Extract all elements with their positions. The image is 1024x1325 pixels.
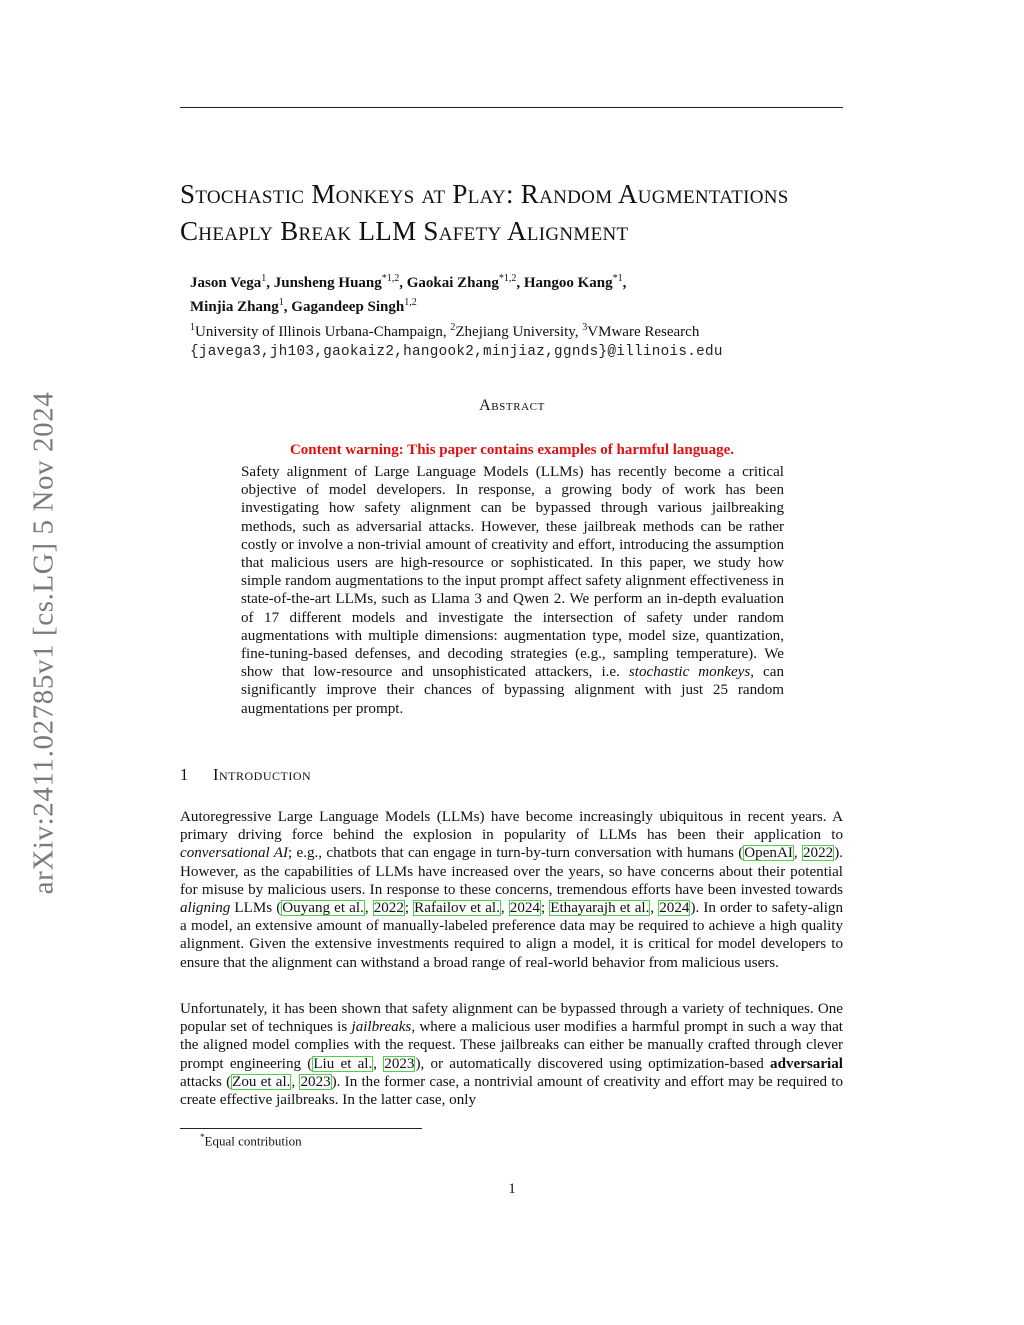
author-affil-sup: *1,2	[498, 273, 517, 284]
arxiv-identifier: arXiv:2411.02785v1 [cs.LG] 5 Nov 2024	[27, 391, 60, 895]
text-run: , where a malicious user modifies a harmful prompt in such a way that the aligned model complies with the request. These jailbreaks can either be manually crafted through clever prompt engineering (	[180, 1019, 843, 1072]
abstract-emphasis: stochastic monkeys	[628, 664, 751, 681]
footnote-text: Equal contribution	[204, 1133, 302, 1149]
affiliations	[190, 318, 850, 342]
author-emails: {javega3,jh103,gaokaiz2,hangook2,minjiaz,ggnds}@illinois.edu	[190, 344, 723, 360]
intro-paragraph-2: Unfortunately, it has been shown that safety alignment can be bypassed through a variety of techniques. One popular set of techniques is jailbreaks, where a malicious user modifies a harmful prompt in such a way that the aligned model complies with the request. These jailbreaks can either be manually crafted through clever prompt engineering (Liu et al., 2023), or automatically discovered using optimization-based adversarial attacks (Zou et al., 2023). In the former case, a nontrivial amount of creativity and effort may be required to create effective jailbreaks. In the latter case, only	[180, 1001, 844, 1109]
footnote-mark: *	[200, 1132, 205, 1142]
citation-link[interactable]: Rafailov et al.	[414, 900, 500, 917]
citation-link[interactable]: Ethayarajh et al.	[550, 900, 650, 917]
footnote-rule	[180, 1128, 422, 1129]
content-warning: Content warning: This paper contains examples of harmful language.	[289, 442, 735, 458]
text-run: ), or automatically discovered using optimization-based	[415, 1055, 771, 1072]
section-number: 1	[180, 765, 189, 784]
citation-year-link[interactable]: 2022	[803, 845, 834, 862]
citation-year-link[interactable]: 2023	[300, 1073, 331, 1090]
text-run: ). In order to safety-align a model, an extensive amount of manually-labeled preference data may be required to achieve a high quality alignment. Given the extensive investments required to align a model, it is critical for model developers to ensure that the alignment can withstand a broad range of real-world behavior from malicious users.	[180, 900, 844, 971]
citation-link[interactable]: Liu et al.	[313, 1055, 373, 1072]
citation-year-link[interactable]: 2024	[659, 900, 690, 917]
author-affil-sup: *1,2	[381, 273, 400, 284]
text-run: LLMs (	[230, 900, 282, 917]
author-sep: ,	[516, 275, 524, 291]
citation-link[interactable]: Ouyang et al.	[282, 900, 364, 917]
affil-sup: 2	[450, 322, 456, 333]
page-number: 1	[508, 1181, 516, 1197]
author-affil-sup: 1	[261, 273, 267, 284]
author-sep: ,	[622, 275, 627, 291]
top-rule	[180, 107, 843, 108]
intro-paragraph-1: Autoregressive Large Language Models (LLMs) have become increasingly ubiquitous in recent years. A primary driving force behind the explosion in popularity of LLMs has been their application to conversational AI; e.g., chatbots that can engage in turn-by-turn conversation with humans (OpenAI, 2022). However, as the capabilities of LLMs have increased over the years, so have concerns about their potential for misuse by malicious users. In response to these concerns, tremendous efforts have been invested towards aligning LLMs (Ouyang et al., 2022; Rafailov et al., 2024; Ethayarajh et al., 2024). In order to safety-align a model, an extensive amount of manually-labeled preference data may be required to achieve a high quality alignment. Given the extensive investments required to align a model, it is critical for model developers to ensure that the alignment can withstand a broad range of real-world behavior from malicious users.	[180, 809, 844, 971]
text-run: ). However, as the capabilities of LLMs have increased over the years, so have concerns about their potential for misuse by malicious users. In response to these concerns, tremendous efforts have been invested towards	[180, 845, 843, 898]
affil-sup: 1	[190, 322, 195, 333]
author-sep: ,	[283, 299, 292, 315]
bold-term: adversarial	[770, 1055, 843, 1072]
text-run: ). In the former case, a nontrivial amount of creativity and effort may be required to create effective jailbreaks. In the latter case, only	[180, 1073, 844, 1109]
abstract-heading: Abstract	[479, 397, 545, 414]
text-run: Unfortunately, it has been shown that safety alignment can be bypassed through a variety of techniques. One popular set of techniques is	[180, 1001, 843, 1036]
citation-link[interactable]: OpenAI	[744, 845, 793, 862]
citation-year-link[interactable]: 2024	[509, 900, 540, 917]
author-name: Jason Vega	[190, 275, 262, 291]
author-names	[190, 269, 850, 317]
text-run: ,	[793, 845, 802, 862]
author-name: Junsheng Huang	[273, 275, 382, 291]
affiliation: University of Illinois Urbana-Champaign,	[195, 324, 451, 340]
abstract-text-part: Safety alignment of Large Language Models (LLMs) has recently become a critical objective of model developers. In response, a growing body of work has been investigating how safety alignment can be bypassed through various jailbreaking methods, such as adversarial attacks. However, these jailbreak methods can be rather costly or involve a non-trivial amount of creativity and effort, introducing the assumption that malicious users are high-resource or sophisticated. In this paper, we study how simple random augmentations to the input prompt affect safety alignment effectiveness in state-of-the-art LLMs, such as Llama 3 and Qwen 2. We perform an in-depth evaluation of 17 different models and investigate the intersection of safety under random augmentations with multiple dimensions: augmentation type, model size, quantization, fine-tuning-based defenses, and decoding strategies (e.g., sampling temperature). We show that low-resource and unsophisticated attackers, i.e.	[241, 464, 784, 681]
author-name: Hangoo Kang	[523, 275, 613, 291]
emphasis: conversational AI	[180, 845, 288, 862]
section-title: Introduction	[213, 765, 312, 784]
author-affil-sup: 1	[278, 297, 284, 308]
affiliation: VMware Research	[587, 324, 700, 340]
abstract-text	[241, 463, 784, 718]
author-name: Minjia Zhang	[190, 299, 279, 315]
section-heading-introduction	[180, 765, 311, 785]
citation-year-link[interactable]: 2023	[384, 1055, 415, 1072]
citation-link[interactable]: Zou et al.	[232, 1073, 291, 1090]
text-run: Autoregressive Large Language Models (LLMs) have become increasingly ubiquitous in recent years. A primary driving force behind the explosion in popularity of LLMs has been their application to	[180, 809, 843, 844]
author-sep: ,	[399, 275, 407, 291]
author-name: Gagandeep Singh	[291, 299, 405, 315]
affiliation: Zhejiang University,	[455, 324, 583, 340]
text-run: attacks (	[180, 1073, 232, 1090]
author-block	[190, 269, 850, 362]
emphasis: jailbreaks	[351, 1019, 412, 1036]
author-sep: ,	[266, 275, 274, 291]
abstract-text-part: , can significantly improve their chances of bypassing alignment with just 25 random augmentations per prompt.	[241, 664, 784, 717]
emphasis: aligning	[180, 900, 231, 917]
author-affil-sup: *1	[612, 273, 623, 284]
paper-title: Stochastic Monkeys at Play: Random Augmentations Cheaply Break LLM Safety Alignment	[180, 179, 789, 246]
citation-year-link[interactable]: 2022	[373, 900, 404, 917]
footnote	[200, 1132, 302, 1149]
text-run: ; e.g., chatbots that can engage in turn-by-turn conversation with humans (	[288, 845, 744, 862]
author-affil-sup: 1,2	[404, 297, 417, 308]
affil-sup: 3	[582, 322, 588, 333]
author-name: Gaokai Zhang	[406, 275, 499, 291]
